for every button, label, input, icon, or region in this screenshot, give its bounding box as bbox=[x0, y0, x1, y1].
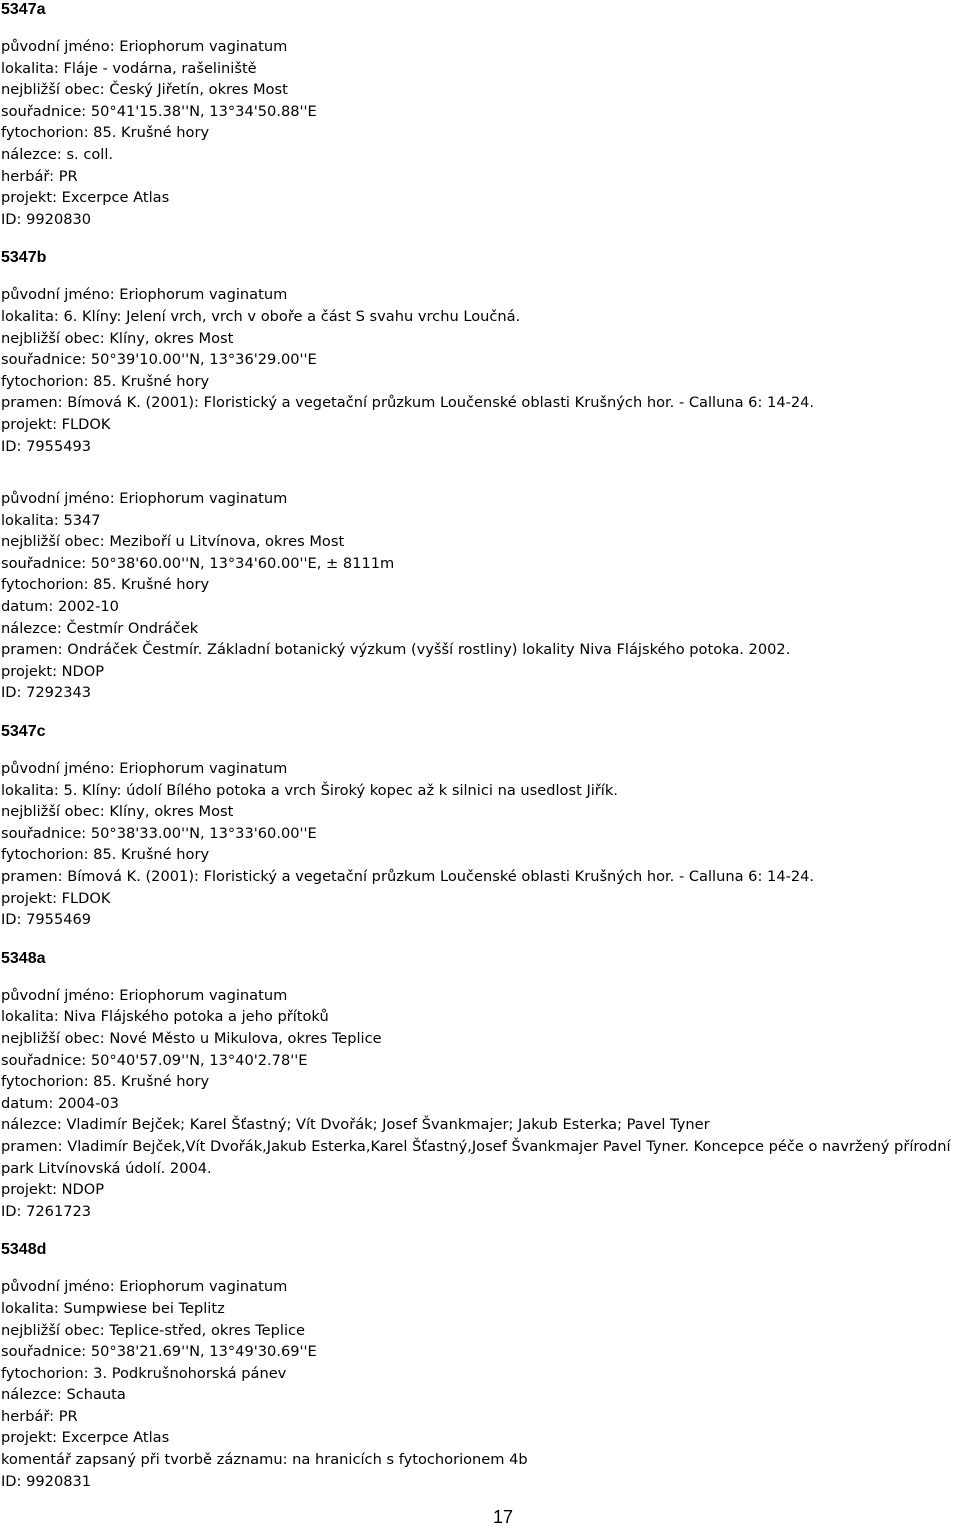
coordinates-line: souřadnice: 50°38'33.00''N, 13°33'60.00''E bbox=[1, 824, 317, 842]
collector-line: nálezce: Čestmír Ondráček bbox=[1, 619, 199, 637]
original-name-line: původní jméno: Eriophorum vaginatum bbox=[1, 490, 288, 508]
herbarium-line: herbář: PR bbox=[1, 167, 78, 185]
project-line: projekt: FLDOK bbox=[1, 415, 111, 433]
nearest-town-line: nejbližší obec: Klíny, okres Most bbox=[1, 803, 234, 821]
section-heading: 5348a bbox=[1, 949, 46, 967]
coordinates-line: souřadnice: 50°39'10.00''N, 13°36'29.00''E bbox=[1, 351, 317, 369]
nearest-town-line: nejbližší obec: Meziboří u Litvínova, okres Most bbox=[1, 533, 345, 551]
original-name-line: původní jméno: Eriophorum vaginatum bbox=[1, 38, 288, 55]
locality-section bbox=[1, 0, 959, 230]
herbarium-line: herbář: PR bbox=[1, 1407, 78, 1425]
collector-line: nálezce: Schauta bbox=[1, 1386, 126, 1404]
record-id-line: ID: 7261723 bbox=[1, 1202, 92, 1220]
section-heading: 5347a bbox=[1, 1, 46, 18]
locality-line: lokalita: Niva Flájského potoka a jeho přítoků bbox=[1, 1008, 329, 1026]
coordinates-line: souřadnice: 50°38'21.69''N, 13°49'30.69''E bbox=[1, 1343, 317, 1361]
date-line: datum: 2004-03 bbox=[1, 1094, 119, 1112]
locality-line: lokalita: 5347 bbox=[1, 511, 101, 529]
phytochorion-line: fytochorion: 85. Krušné hory bbox=[1, 846, 210, 864]
original-name-line: původní jméno: Eriophorum vaginatum bbox=[1, 1278, 288, 1296]
original-name-line: původní jméno: Eriophorum vaginatum bbox=[1, 760, 288, 778]
occurrence-record bbox=[1, 758, 959, 931]
page-number: 17 bbox=[492, 1507, 514, 1527]
locality-section bbox=[1, 1240, 959, 1492]
project-line: projekt: Excerpce Atlas bbox=[1, 1429, 170, 1447]
source-line: pramen: Bímová K. (2001): Floristický a vegetační průzkum Loučenské oblasti Krušných hor. - Calluna 6: 14-24. bbox=[1, 394, 815, 412]
occurrence-record bbox=[1, 36, 959, 230]
section-heading: 5348d bbox=[1, 1241, 47, 1259]
project-line: projekt: Excerpce Atlas bbox=[1, 189, 170, 207]
coordinates-line: souřadnice: 50°38'60.00''N, 13°34'60.00''E, ± 8111m bbox=[1, 554, 395, 572]
project-line: projekt: NDOP bbox=[1, 662, 105, 680]
occurrence-record bbox=[1, 488, 959, 704]
source-line: pramen: Vladimír Bejček,Vít Dvořák,Jakub Esterka,Karel Šťastný,Josef Švankmajer Pavel Tyner. Koncepce péče o navržený přírodní park Litvínovská údolí. 2004. bbox=[1, 1137, 951, 1177]
record-id-line: ID: 7955493 bbox=[1, 437, 92, 455]
locality-line: lokalita: 5. Klíny: údolí Bílého potoka a vrch Široký kopec až k silnici na usedlost Jiřík. bbox=[1, 781, 618, 799]
phytochorion-line: fytochorion: 85. Krušné hory bbox=[1, 576, 210, 594]
document-body bbox=[1, 0, 959, 1492]
locality-section bbox=[1, 949, 959, 1223]
phytochorion-line: fytochorion: 85. Krušné hory bbox=[1, 372, 210, 390]
locality-line: lokalita: Sumpwiese bei Teplitz bbox=[1, 1299, 225, 1317]
original-name-line: původní jméno: Eriophorum vaginatum bbox=[1, 286, 288, 304]
record-id-line: ID: 9920830 bbox=[1, 210, 92, 228]
record-id-line: ID: 7292343 bbox=[1, 684, 92, 702]
nearest-town-line: nejbližší obec: Nové Město u Mikulova, okres Teplice bbox=[1, 1029, 382, 1047]
project-line: projekt: FLDOK bbox=[1, 889, 111, 907]
date-line: datum: 2002-10 bbox=[1, 598, 119, 616]
phytochorion-line: fytochorion: 85. Krušné hory bbox=[1, 1073, 210, 1091]
original-name-line: původní jméno: Eriophorum vaginatum bbox=[1, 986, 288, 1004]
locality-section bbox=[1, 248, 959, 704]
occurrence-record bbox=[1, 985, 959, 1223]
record-id-line: ID: 9920831 bbox=[1, 1472, 92, 1490]
source-line: pramen: Bímová K. (2001): Floristický a vegetační průzkum Loučenské oblasti Krušných hor. - Calluna 6: 14-24. bbox=[1, 868, 815, 885]
collector-line: nálezce: Vladimír Bejček; Karel Šťastný; Vít Dvořák; Josef Švankmajer; Jakub Esterka; Pavel Tyner bbox=[1, 1116, 710, 1134]
collector-line: nálezce: s. coll. bbox=[1, 145, 114, 163]
nearest-town-line: nejbližší obec: Český Jiřetín, okres Most bbox=[1, 81, 288, 99]
section-heading: 5347b bbox=[1, 249, 47, 267]
occurrence-record bbox=[1, 1276, 959, 1492]
locality-line: lokalita: Fláje - vodárna, rašeliniště bbox=[1, 59, 257, 77]
coordinates-line: souřadnice: 50°41'15.38''N, 13°34'50.88''E bbox=[1, 102, 317, 120]
phytochorion-line: fytochorion: 85. Krušné hory bbox=[1, 124, 210, 142]
record-id-line: ID: 7955469 bbox=[1, 911, 92, 929]
locality-line: lokalita: 6. Klíny: Jelení vrch, vrch v oboře a část S svahu vrchu Loučná. bbox=[1, 307, 521, 325]
occurrence-record bbox=[1, 284, 959, 457]
phytochorion-line: fytochorion: 3. Podkrušnohorská pánev bbox=[1, 1364, 287, 1382]
nearest-town-line: nejbližší obec: Klíny, okres Most bbox=[1, 329, 234, 347]
section-heading: 5347c bbox=[1, 723, 46, 741]
comment-line: komentář zapsaný při tvorbě záznamu: na hranicích s fytochorionem 4b bbox=[1, 1451, 528, 1469]
nearest-town-line: nejbližší obec: Teplice-střed, okres Teplice bbox=[1, 1321, 306, 1339]
project-line: projekt: NDOP bbox=[1, 1181, 105, 1199]
locality-section bbox=[1, 722, 959, 931]
coordinates-line: souřadnice: 50°40'57.09''N, 13°40'2.78''E bbox=[1, 1051, 308, 1069]
source-line: pramen: Ondráček Čestmír. Základní botanický výzkum (vyšší rostliny) lokality Niva Flájského potoka. 2002. bbox=[1, 641, 791, 659]
